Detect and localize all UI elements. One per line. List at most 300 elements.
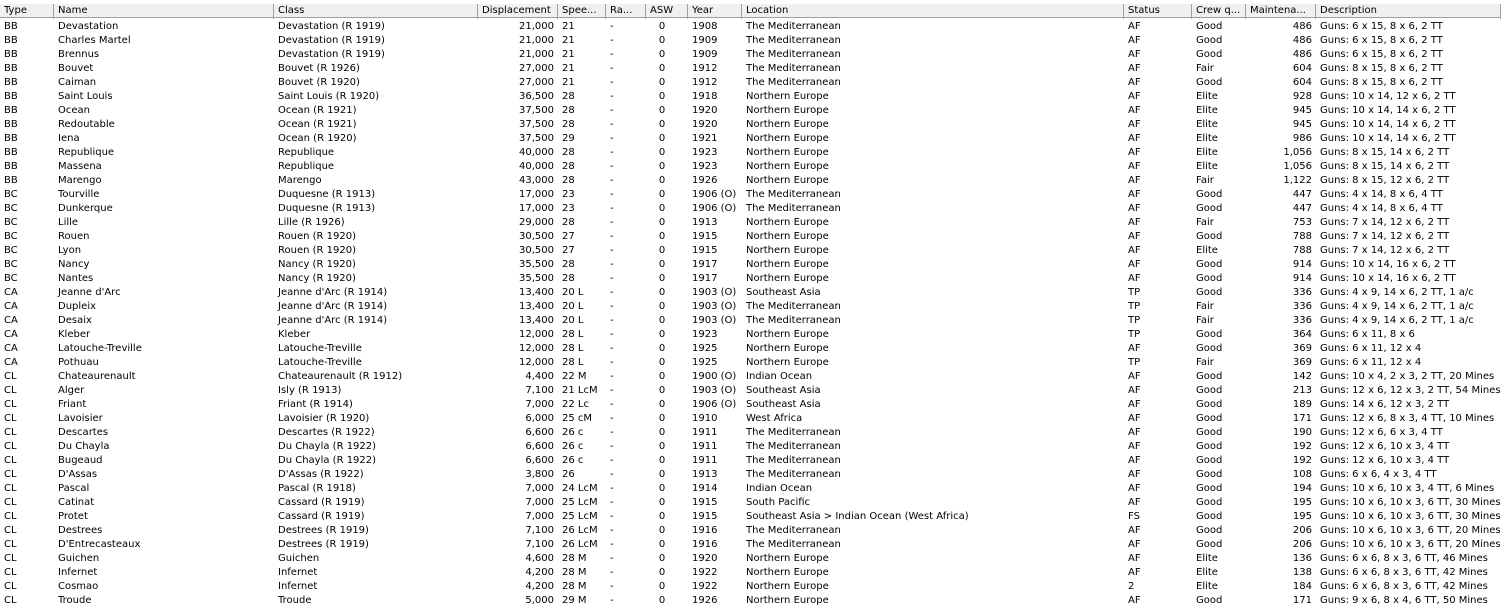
cell-displacement: 12,000 — [519, 329, 554, 340]
cell-class: Duquesne (R 1913) — [278, 203, 376, 214]
cell-speed: 25 LcM — [562, 511, 598, 522]
cell-class: Jeanne d'Arc (R 1914) — [278, 301, 388, 312]
cell-class: Devastation (R 1919) — [278, 49, 385, 60]
cell-class: Nancy (R 1920) — [278, 273, 356, 284]
cell-status: AF — [1128, 259, 1141, 270]
cell-name: Marengo — [58, 175, 102, 186]
cell-displacement: 30,500 — [519, 231, 554, 242]
cell-asw: 0 — [658, 469, 666, 480]
cell-range: - — [610, 385, 614, 396]
cell-maintenance: 1,056 — [1283, 161, 1312, 172]
cell-type: BC — [4, 189, 18, 200]
cell-displacement: 40,000 — [519, 147, 554, 158]
cell-range: - — [610, 105, 614, 116]
cell-range: - — [610, 217, 614, 228]
table-row[interactable] — [0, 90, 1501, 104]
cell-year: 1922 — [692, 581, 718, 592]
table-row[interactable] — [0, 440, 1501, 454]
cell-type: BB — [4, 49, 18, 60]
cell-asw: 0 — [658, 315, 666, 326]
cell-asw: 0 — [658, 441, 666, 452]
cell-range: - — [610, 497, 614, 508]
cell-crew-quality: Fair — [1196, 315, 1214, 326]
cell-crew-quality: Good — [1196, 539, 1223, 550]
column-header-maintenance[interactable]: Maintena... — [1246, 4, 1316, 19]
cell-speed: 26 LcM — [562, 525, 598, 536]
cell-location: Southeast Asia — [746, 385, 821, 396]
cell-displacement: 37,500 — [519, 133, 554, 144]
cell-displacement: 35,500 — [519, 273, 554, 284]
cell-class: Rouen (R 1920) — [278, 231, 357, 242]
cell-asw: 0 — [658, 231, 666, 242]
table-row[interactable] — [0, 566, 1501, 580]
cell-description: Guns: 12 x 6, 6 x 3, 4 TT — [1320, 427, 1443, 438]
cell-type: CL — [4, 413, 17, 424]
cell-crew-quality: Fair — [1196, 63, 1214, 74]
column-header-name[interactable]: Name — [54, 4, 274, 19]
cell-year: 1917 — [692, 273, 718, 284]
cell-name: Ocean — [58, 105, 90, 116]
cell-description: Guns: 10 x 6, 10 x 3, 6 TT, 30 Mines — [1320, 497, 1501, 508]
cell-year: 1909 — [692, 49, 718, 60]
cell-status: AF — [1128, 343, 1141, 354]
cell-range: - — [610, 567, 614, 578]
cell-type: CL — [4, 455, 17, 466]
cell-description: Guns: 10 x 6, 10 x 3, 6 TT, 20 Mines — [1320, 525, 1501, 536]
cell-type: CL — [4, 427, 17, 438]
cell-class: Lille (R 1926) — [278, 217, 345, 228]
cell-speed: 26 c — [562, 455, 584, 466]
cell-location: Northern Europe — [746, 567, 829, 578]
cell-name: Devastation — [58, 21, 119, 32]
cell-crew-quality: Good — [1196, 35, 1223, 46]
cell-description: Guns: 10 x 4, 2 x 3, 2 TT, 20 Mines — [1320, 371, 1495, 382]
cell-range: - — [610, 469, 614, 480]
cell-crew-quality: Good — [1196, 231, 1223, 242]
cell-class: Du Chayla (R 1922) — [278, 441, 377, 452]
cell-speed: 28 L — [562, 343, 584, 354]
cell-description: Guns: 6 x 6, 8 x 3, 6 TT, 46 Mines — [1320, 553, 1488, 564]
cell-year: 1925 — [692, 343, 718, 354]
cell-class: Kleber — [278, 329, 311, 340]
cell-description: Guns: 14 x 6, 12 x 3, 2 TT — [1320, 399, 1450, 410]
cell-year: 1915 — [692, 511, 718, 522]
cell-description: Guns: 10 x 6, 10 x 3, 4 TT, 6 Mines — [1320, 483, 1495, 494]
cell-name: Bouvet — [58, 63, 94, 74]
cell-location: Northern Europe — [746, 105, 829, 116]
cell-range: - — [610, 119, 614, 130]
cell-speed: 27 — [562, 245, 575, 256]
cell-type: BB — [4, 91, 18, 102]
cell-crew-quality: Good — [1196, 371, 1223, 382]
cell-asw: 0 — [658, 553, 666, 564]
table-row[interactable] — [0, 20, 1501, 34]
cell-displacement: 7,000 — [525, 483, 554, 494]
cell-asw: 0 — [658, 301, 666, 312]
cell-status: TP — [1128, 287, 1141, 298]
cell-type: BC — [4, 217, 18, 228]
column-header-range[interactable]: Ra... — [606, 4, 646, 19]
cell-asw: 0 — [658, 21, 666, 32]
table-row[interactable] — [0, 328, 1501, 342]
cell-description: Guns: 7 x 14, 12 x 6, 2 TT — [1320, 231, 1450, 242]
cell-status: AF — [1128, 399, 1141, 410]
cell-maintenance: 945 — [1292, 119, 1312, 130]
cell-speed: 28 — [562, 91, 575, 102]
cell-range: - — [610, 175, 614, 186]
cell-type: CL — [4, 385, 17, 396]
cell-asw: 0 — [658, 399, 666, 410]
cell-crew-quality: Good — [1196, 385, 1223, 396]
table-row[interactable] — [0, 594, 1501, 608]
cell-status: AF — [1128, 413, 1141, 424]
cell-maintenance: 108 — [1292, 469, 1312, 480]
cell-type: BC — [4, 203, 18, 214]
cell-type: CL — [4, 511, 17, 522]
cell-status: TP — [1128, 357, 1141, 368]
cell-location: West Africa — [746, 413, 803, 424]
cell-status: TP — [1128, 329, 1141, 340]
cell-status: AF — [1128, 203, 1141, 214]
table-row[interactable] — [0, 580, 1501, 594]
column-header-location[interactable]: Location — [742, 4, 1124, 19]
cell-location: Northern Europe — [746, 273, 829, 284]
cell-asw: 0 — [658, 175, 666, 186]
cell-displacement: 12,000 — [519, 357, 554, 368]
cell-location: The Mediterranean — [746, 315, 841, 326]
cell-description: Guns: 10 x 14, 14 x 6, 2 TT — [1320, 133, 1456, 144]
cell-crew-quality: Good — [1196, 497, 1223, 508]
cell-maintenance: 206 — [1292, 525, 1312, 536]
cell-year: 1903 (O) — [692, 385, 737, 396]
cell-class: Friant (R 1914) — [278, 399, 353, 410]
cell-type: BB — [4, 77, 18, 88]
cell-description: Guns: 6 x 15, 8 x 6, 2 TT — [1320, 49, 1443, 60]
cell-type: CL — [4, 581, 17, 592]
table-row[interactable] — [0, 132, 1501, 146]
cell-name: Lyon — [58, 245, 82, 256]
cell-type: CL — [4, 399, 17, 410]
cell-name: D'Assas — [58, 469, 98, 480]
cell-speed: 28 L — [562, 357, 584, 368]
cell-displacement: 40,000 — [519, 161, 554, 172]
cell-name: Massena — [58, 161, 102, 172]
cell-type: BB — [4, 21, 18, 32]
cell-asw: 0 — [658, 511, 666, 522]
table-row[interactable] — [0, 342, 1501, 356]
cell-maintenance: 447 — [1292, 189, 1312, 200]
column-header-asw[interactable]: ASW — [646, 4, 688, 19]
cell-location: Northern Europe — [746, 119, 829, 130]
cell-location: South Pacific — [746, 497, 811, 508]
cell-type: BB — [4, 161, 18, 172]
cell-crew-quality: Good — [1196, 441, 1223, 452]
cell-displacement: 13,400 — [519, 315, 554, 326]
cell-location: Northern Europe — [746, 91, 829, 102]
cell-crew-quality: Elite — [1196, 245, 1218, 256]
cell-description: Guns: 8 x 15, 14 x 6, 2 TT — [1320, 147, 1450, 158]
cell-description: Guns: 4 x 14, 8 x 6, 4 TT — [1320, 189, 1443, 200]
table-row[interactable] — [0, 496, 1501, 510]
cell-class: Guichen — [278, 553, 320, 564]
table-row[interactable] — [0, 454, 1501, 468]
cell-class: Republique — [278, 147, 335, 158]
cell-description: Guns: 12 x 6, 12 x 3, 2 TT, 54 Mines — [1320, 385, 1501, 396]
column-header-class[interactable]: Class — [274, 4, 478, 19]
table-row[interactable] — [0, 412, 1501, 426]
cell-name: Lavoisier — [58, 413, 103, 424]
cell-description: Guns: 10 x 6, 10 x 3, 6 TT, 20 Mines — [1320, 539, 1501, 550]
table-row[interactable] — [0, 384, 1501, 398]
cell-class: Jeanne d'Arc (R 1914) — [278, 315, 388, 326]
cell-status: AF — [1128, 553, 1141, 564]
cell-maintenance: 486 — [1292, 35, 1312, 46]
cell-displacement: 7,100 — [525, 525, 554, 536]
cell-displacement: 5,000 — [525, 595, 554, 606]
cell-speed: 28 — [562, 147, 575, 158]
cell-speed: 21 — [562, 77, 575, 88]
cell-location: Northern Europe — [746, 553, 829, 564]
cell-name: Charles Martel — [58, 35, 131, 46]
cell-type: CA — [4, 357, 18, 368]
cell-type: BB — [4, 35, 18, 46]
cell-crew-quality: Good — [1196, 189, 1223, 200]
cell-year: 1926 — [692, 595, 718, 606]
cell-description: Guns: 6 x 6, 4 x 3, 4 TT — [1320, 469, 1437, 480]
cell-description: Guns: 10 x 14, 14 x 6, 2 TT — [1320, 105, 1456, 116]
cell-year: 1920 — [692, 105, 718, 116]
cell-maintenance: 604 — [1292, 63, 1312, 74]
table-row[interactable] — [0, 62, 1501, 76]
cell-class: Bouvet (R 1926) — [278, 63, 360, 74]
cell-displacement: 27,000 — [519, 77, 554, 88]
column-header-description[interactable]: Description — [1316, 4, 1501, 19]
cell-crew-quality: Good — [1196, 329, 1223, 340]
cell-class: Devastation (R 1919) — [278, 21, 385, 32]
table-row[interactable] — [0, 482, 1501, 496]
cell-description: Guns: 7 x 14, 12 x 6, 2 TT — [1320, 245, 1450, 256]
cell-status: FS — [1128, 511, 1140, 522]
cell-type: CL — [4, 567, 17, 578]
cell-type: CL — [4, 483, 17, 494]
cell-class: Du Chayla (R 1922) — [278, 455, 377, 466]
cell-type: BB — [4, 63, 18, 74]
cell-class: Devastation (R 1919) — [278, 35, 385, 46]
cell-speed: 26 — [562, 469, 575, 480]
cell-range: - — [610, 511, 614, 522]
cell-maintenance: 364 — [1292, 329, 1312, 340]
cell-displacement: 21,000 — [519, 35, 554, 46]
cell-maintenance: 788 — [1292, 245, 1312, 256]
cell-class: Pascal (R 1918) — [278, 483, 356, 494]
table-row[interactable] — [0, 76, 1501, 90]
cell-name: Pascal — [58, 483, 90, 494]
cell-speed: 23 — [562, 203, 575, 214]
cell-range: - — [610, 357, 614, 368]
cell-class: Infernet — [278, 581, 318, 592]
table-row[interactable] — [0, 272, 1501, 286]
cell-status: AF — [1128, 371, 1141, 382]
cell-status: AF — [1128, 175, 1141, 186]
table-row[interactable] — [0, 300, 1501, 314]
cell-location: The Mediterranean — [746, 49, 841, 60]
cell-asw: 0 — [658, 595, 666, 606]
cell-location: Northern Europe — [746, 581, 829, 592]
cell-crew-quality: Fair — [1196, 357, 1214, 368]
table-row[interactable] — [0, 244, 1501, 258]
cell-speed: 20 L — [562, 301, 584, 312]
cell-name: Pothuau — [58, 357, 99, 368]
cell-range: - — [610, 231, 614, 242]
table-row[interactable] — [0, 104, 1501, 118]
cell-displacement: 37,500 — [519, 119, 554, 130]
cell-asw: 0 — [658, 35, 666, 46]
cell-maintenance: 136 — [1292, 553, 1312, 564]
cell-displacement: 4,200 — [525, 567, 554, 578]
cell-speed: 21 LcM — [562, 385, 598, 396]
cell-displacement: 30,500 — [519, 245, 554, 256]
column-header-year[interactable]: Year — [688, 4, 742, 19]
cell-crew-quality: Good — [1196, 525, 1223, 536]
cell-crew-quality: Good — [1196, 483, 1223, 494]
column-header-crew-quality[interactable]: Crew q... — [1192, 4, 1246, 19]
table-row[interactable] — [0, 314, 1501, 328]
table-row[interactable] — [0, 160, 1501, 174]
cell-type: CL — [4, 371, 17, 382]
cell-displacement: 7,000 — [525, 497, 554, 508]
cell-range: - — [610, 63, 614, 74]
column-header-type[interactable]: Type — [0, 4, 54, 19]
cell-maintenance: 213 — [1292, 385, 1312, 396]
cell-status: AF — [1128, 469, 1141, 480]
cell-crew-quality: Good — [1196, 273, 1223, 284]
cell-crew-quality: Fair — [1196, 175, 1214, 186]
cell-year: 1923 — [692, 147, 718, 158]
cell-speed: 28 M — [562, 553, 587, 564]
cell-maintenance: 914 — [1292, 273, 1312, 284]
cell-name: Saint Louis — [58, 91, 113, 102]
cell-status: AF — [1128, 63, 1141, 74]
cell-speed: 22 M — [562, 371, 587, 382]
cell-name: Jeanne d'Arc — [58, 287, 121, 298]
cell-displacement: 4,200 — [525, 581, 554, 592]
cell-name: Protet — [58, 511, 88, 522]
cell-asw: 0 — [658, 287, 666, 298]
table-row[interactable] — [0, 356, 1501, 370]
cell-location: Southeast Asia — [746, 287, 821, 298]
cell-maintenance: 928 — [1292, 91, 1312, 102]
column-header-status[interactable]: Status — [1124, 4, 1192, 19]
cell-name: Republique — [58, 147, 115, 158]
table-row[interactable] — [0, 216, 1501, 230]
cell-description: Guns: 10 x 14, 12 x 6, 2 TT — [1320, 91, 1456, 102]
cell-maintenance: 604 — [1292, 77, 1312, 88]
table-row[interactable] — [0, 510, 1501, 524]
cell-status: AF — [1128, 441, 1141, 452]
cell-maintenance: 206 — [1292, 539, 1312, 550]
cell-maintenance: 142 — [1292, 371, 1312, 382]
table-row[interactable] — [0, 258, 1501, 272]
table-row[interactable] — [0, 286, 1501, 300]
cell-maintenance: 986 — [1292, 133, 1312, 144]
table-row[interactable] — [0, 188, 1501, 202]
cell-speed: 21 — [562, 35, 575, 46]
table-row[interactable] — [0, 370, 1501, 384]
cell-maintenance: 369 — [1292, 357, 1312, 368]
cell-location: The Mediterranean — [746, 441, 841, 452]
cell-description: Guns: 10 x 14, 16 x 6, 2 TT — [1320, 273, 1456, 284]
table-row[interactable] — [0, 552, 1501, 566]
cell-range: - — [610, 203, 614, 214]
cell-displacement: 37,500 — [519, 105, 554, 116]
cell-crew-quality: Elite — [1196, 161, 1218, 172]
cell-description: Guns: 6 x 11, 12 x 4 — [1320, 343, 1422, 354]
cell-speed: 28 — [562, 259, 575, 270]
cell-asw: 0 — [658, 413, 666, 424]
cell-asw: 0 — [658, 189, 666, 200]
cell-year: 1925 — [692, 357, 718, 368]
table-row[interactable] — [0, 174, 1501, 188]
cell-status: AF — [1128, 91, 1141, 102]
cell-maintenance: 192 — [1292, 441, 1312, 452]
table-row[interactable] — [0, 34, 1501, 48]
cell-location: Northern Europe — [746, 147, 829, 158]
table-row[interactable] — [0, 426, 1501, 440]
cell-year: 1920 — [692, 119, 718, 130]
cell-description: Guns: 12 x 6, 8 x 3, 4 TT, 10 Mines — [1320, 413, 1495, 424]
cell-crew-quality: Fair — [1196, 217, 1214, 228]
cell-name: Dupleix — [58, 301, 97, 312]
cell-displacement: 29,000 — [519, 217, 554, 228]
cell-type: CL — [4, 497, 17, 508]
table-row[interactable] — [0, 524, 1501, 538]
cell-range: - — [610, 399, 614, 410]
cell-description: Guns: 6 x 11, 12 x 4 — [1320, 357, 1422, 368]
table-row[interactable] — [0, 202, 1501, 216]
cell-type: BC — [4, 273, 18, 284]
cell-year: 1903 (O) — [692, 287, 737, 298]
cell-status: AF — [1128, 161, 1141, 172]
cell-status: AF — [1128, 539, 1141, 550]
cell-crew-quality: Good — [1196, 413, 1223, 424]
cell-location: The Mediterranean — [746, 427, 841, 438]
cell-status: AF — [1128, 273, 1141, 284]
column-header-displacement[interactable]: Displacement — [478, 4, 558, 19]
cell-description: Guns: 9 x 6, 8 x 4, 6 TT, 50 Mines — [1320, 595, 1488, 606]
cell-speed: 28 — [562, 105, 575, 116]
table-row[interactable] — [0, 230, 1501, 244]
table-row[interactable] — [0, 398, 1501, 412]
cell-crew-quality: Good — [1196, 77, 1223, 88]
column-header-speed[interactable]: Spee... — [558, 4, 606, 19]
cell-asw: 0 — [658, 343, 666, 354]
cell-maintenance: 486 — [1292, 49, 1312, 60]
cell-year: 1903 (O) — [692, 301, 737, 312]
cell-displacement: 6,000 — [525, 413, 554, 424]
cell-name: D'Entrecasteaux — [58, 539, 141, 550]
cell-type: BC — [4, 245, 18, 256]
table-row[interactable] — [0, 468, 1501, 482]
cell-range: - — [610, 301, 614, 312]
table-row[interactable] — [0, 118, 1501, 132]
table-row[interactable] — [0, 48, 1501, 62]
table-row[interactable] — [0, 538, 1501, 552]
cell-year: 1922 — [692, 567, 718, 578]
table-row[interactable] — [0, 146, 1501, 160]
cell-location: The Mediterranean — [746, 21, 841, 32]
cell-year: 1914 — [692, 483, 718, 494]
cell-speed: 26 LcM — [562, 539, 598, 550]
